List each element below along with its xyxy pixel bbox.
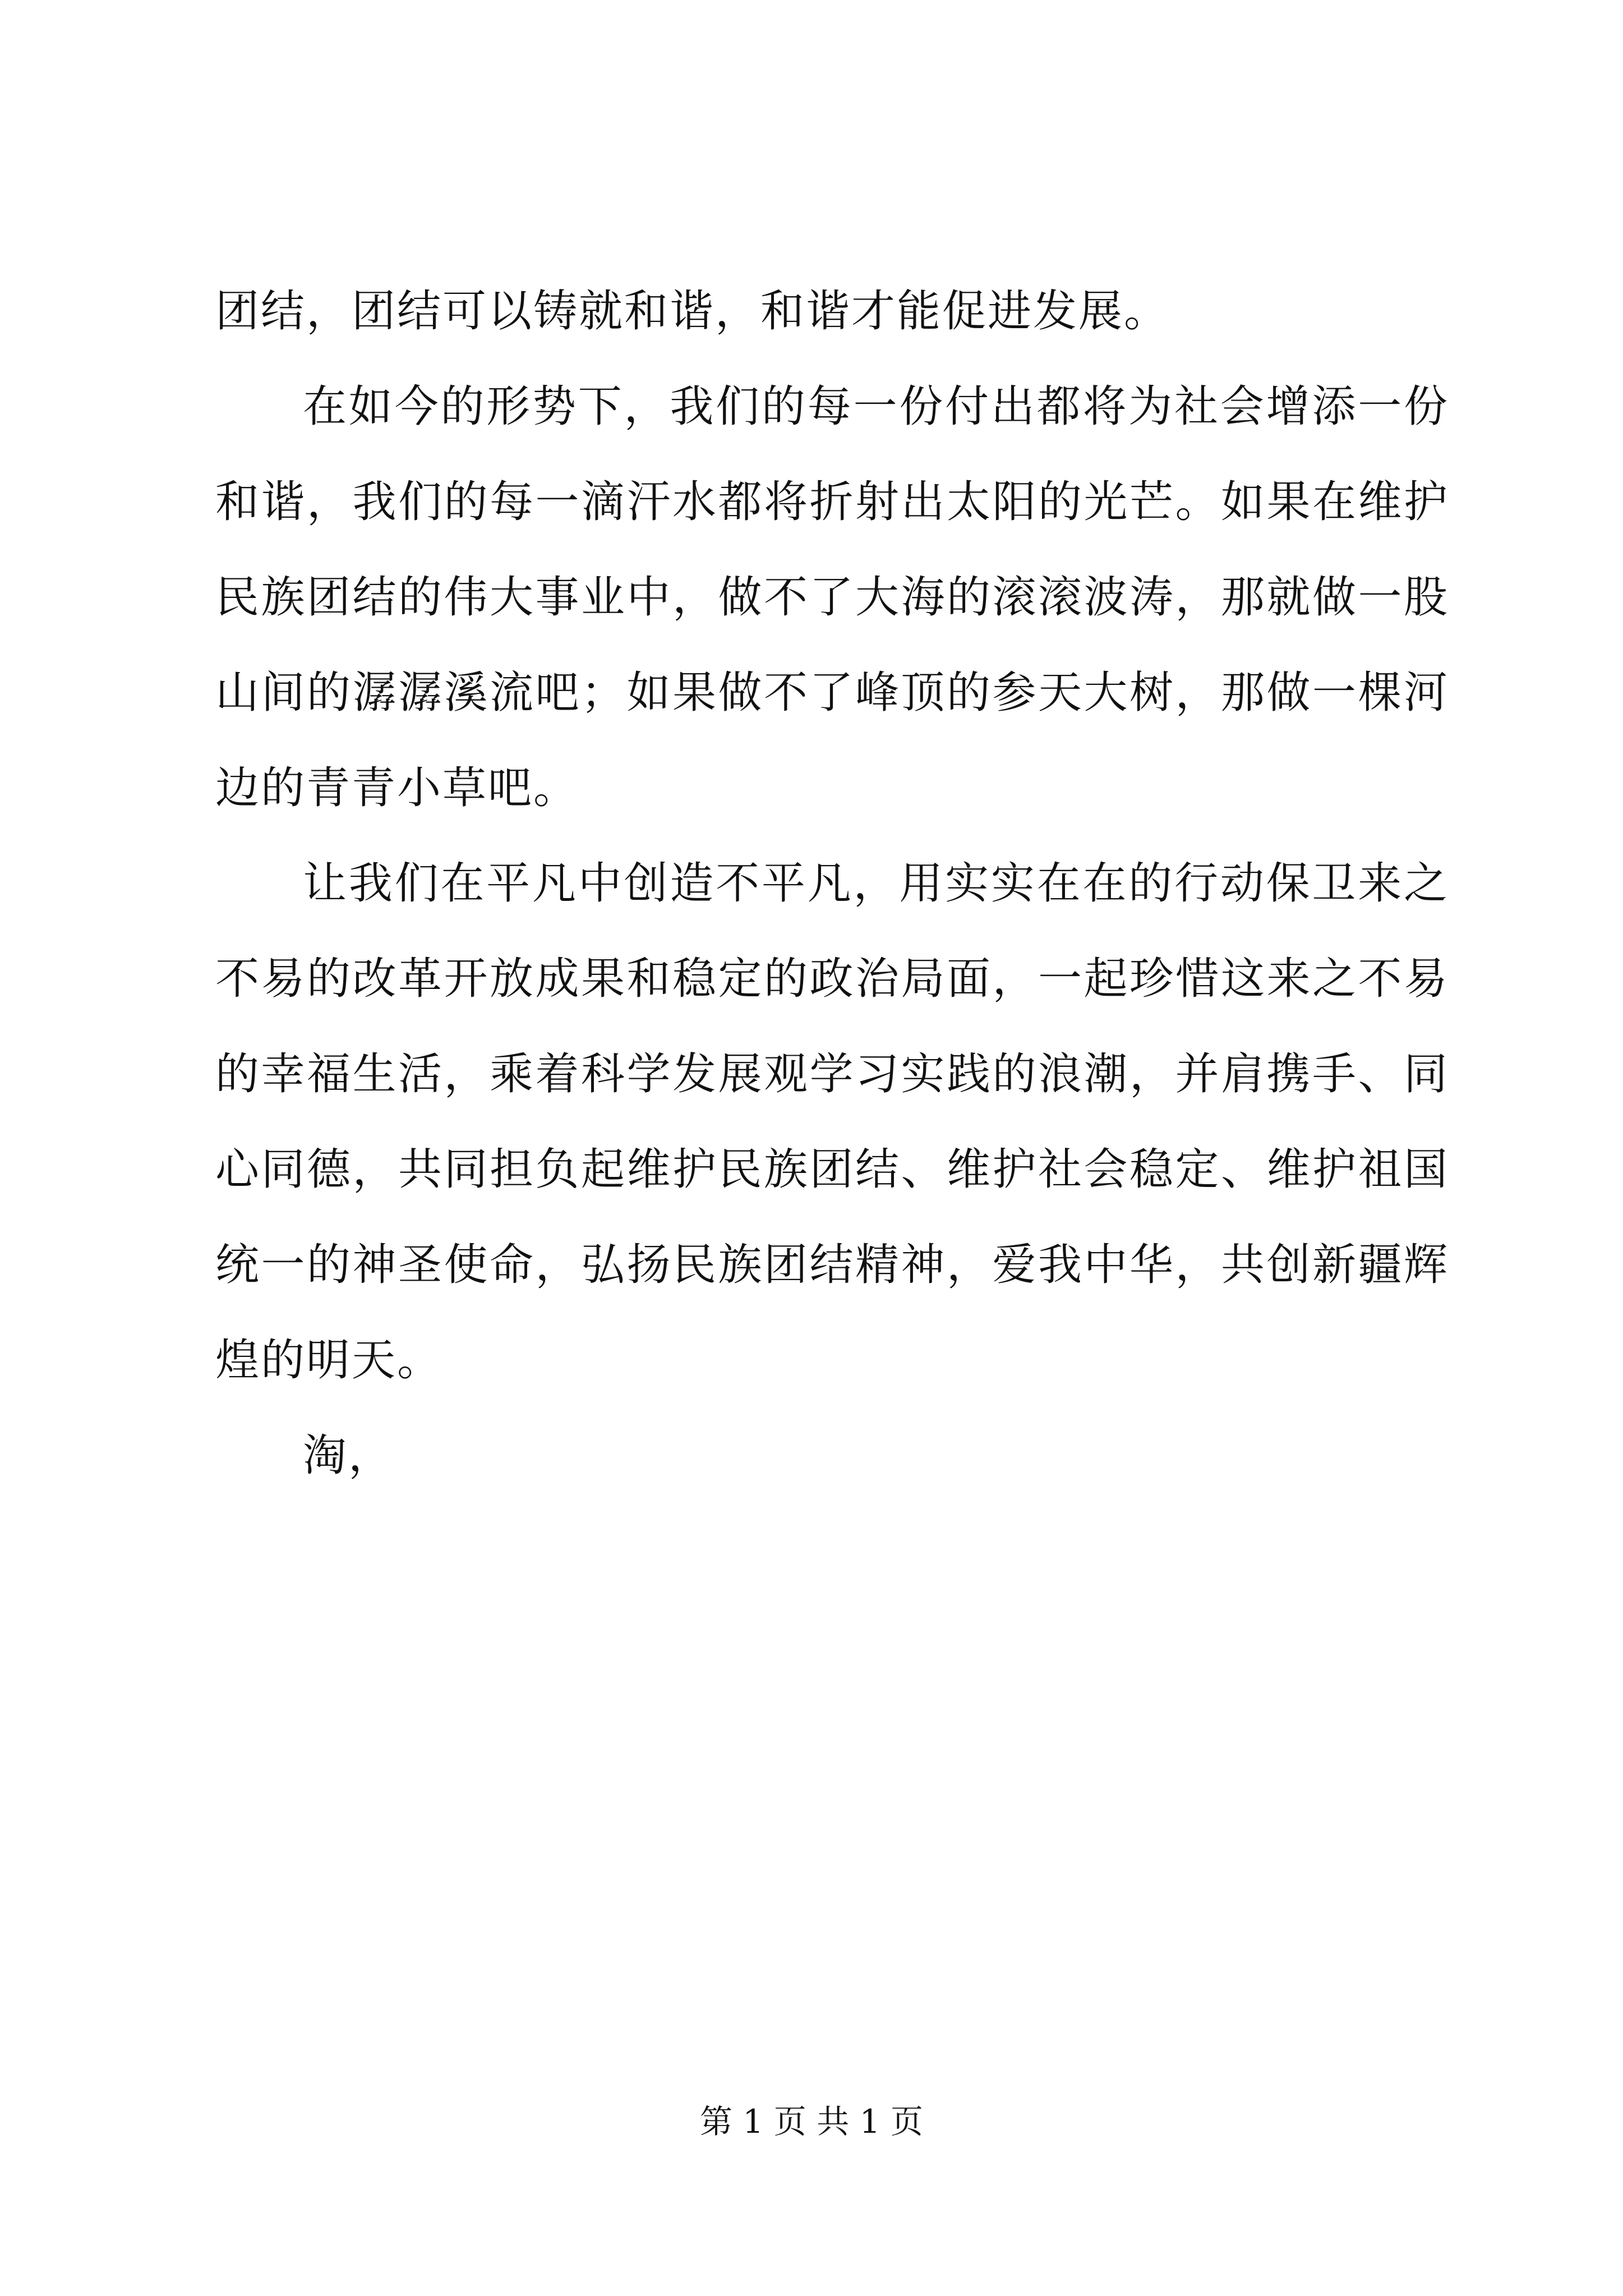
paragraph: 淘， bbox=[303, 1430, 394, 1481]
paragraph: 在如今的形势下，我们的每一份付出都将为社会增添一份和谐，我们的每一滴汗水都将折射出太阳的光芒。如果在维护民族团结的伟大事业中，做不了大海的滚滚波涛，那就做一股山间的潺潺溪流吧；如果做不了峰顶的参天大树，那做一棵河边的青青小草吧。 bbox=[215, 381, 1449, 813]
page-number-label: 第 1 页 共 1 页 bbox=[700, 2102, 923, 2141]
page-footer bbox=[0, 2099, 1623, 2144]
paragraph-continuation: 团结，团结可以铸就和谐，和谐才能促进发展。 bbox=[215, 286, 1170, 337]
document-body bbox=[215, 264, 1449, 1503]
paragraph: 让我们在平凡中创造不平凡，用实实在在的行动保卫来之不易的改革开放成果和稳定的政治局面，一起珍惜这来之不易的幸福生活，乘着科学发展观学习实践的浪潮，并肩携手、同心同德，共同担负起维护民族团结、维护社会稳定、维护祖国统一的神圣使命，弘扬民族团结精神，爱我中华，共创新疆辉煌的明天。 bbox=[215, 858, 1449, 1386]
